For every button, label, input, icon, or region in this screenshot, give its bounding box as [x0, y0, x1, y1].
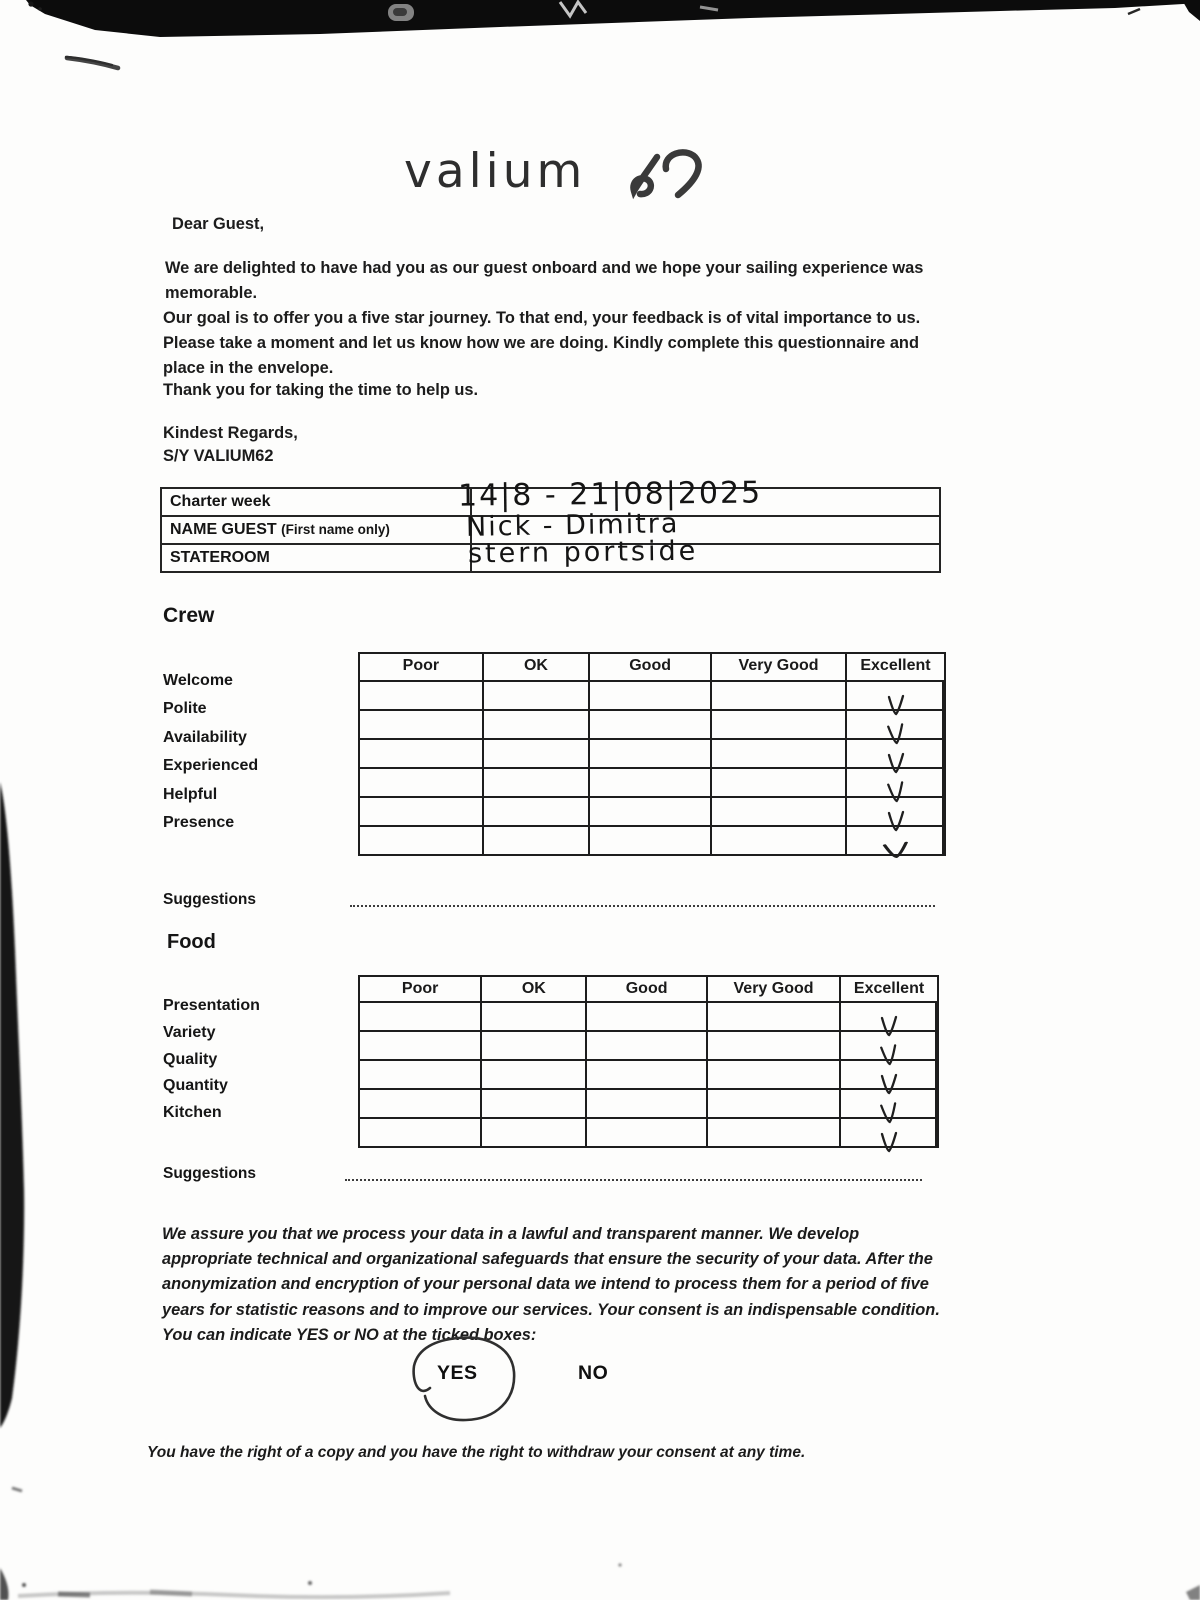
rating-cell [590, 682, 712, 709]
rating-cell [482, 1119, 587, 1146]
logo [404, 144, 587, 199]
rating-cell [360, 1119, 482, 1146]
rating-cell [847, 682, 944, 709]
rating-cell [847, 740, 944, 767]
food-suggestions-line [345, 1167, 922, 1181]
rating-cell [590, 711, 712, 738]
consent-yes-label: YES [437, 1362, 478, 1384]
letter-salutation: Dear Guest, [172, 215, 265, 233]
rating-row-experienced [360, 769, 944, 798]
rating-cell [360, 769, 484, 796]
crew-row-label: Polite [163, 700, 207, 718]
rating-cell [847, 798, 944, 825]
handwritten-charter-week: 14|8 - 21|08|2025 [457, 475, 763, 514]
letter-paragraph-1: We are delighted to have had you as our guest onboard and we hope your sailing experience was memorable. [165, 259, 924, 302]
rating-cell [482, 1003, 587, 1030]
rating-header-very-good: Very Good [712, 654, 847, 680]
consent-paragraph: We assure you that we process your data in a lawful and transparent manner. We develop appropriate technical and organizational safeguards that ensure the security of your data. After the anonymization and encryption of your personal data we intend to process them for a period of five years for statistic reasons and to improve our services. Your consent is an indispensable condition. You can indicate YES or NO at the ticked boxes: [162, 1225, 940, 1344]
food-rating-table [358, 975, 939, 1148]
rating-cell [841, 1032, 937, 1059]
rating-row-helpful [360, 798, 944, 827]
rating-cell [708, 1003, 841, 1030]
bottom-edge-smudges [0, 1488, 1200, 1600]
consent-no-label: NO [578, 1362, 609, 1384]
rating-header-excellent: Excellent [853, 980, 925, 997]
rating-cell [484, 740, 590, 767]
rating-cell [708, 1032, 841, 1059]
handwritten-stateroom: stern portside [467, 535, 699, 570]
food-suggestions-label: Suggestions [163, 1165, 257, 1182]
crew-suggestions-line [350, 893, 935, 907]
rating-cell [847, 769, 944, 796]
rating-cell [360, 740, 484, 767]
letter-signature: S/Y VALIUM62 [163, 447, 274, 465]
rating-cell [841, 1119, 937, 1146]
rating-row-presentation [360, 1003, 937, 1032]
letter-paragraph-2: Our goal is to offer you a five star journey. To that end, your feedback is of vital importance to us. Please take a moment and let us know how we are doing. Kindly complete this questionnaire and place in the envelope. [163, 309, 921, 377]
rating-cell [360, 1090, 482, 1117]
letter-paragraph-3: Thank you for taking the time to help us. [163, 381, 479, 399]
food-row-label: Variety [163, 1023, 216, 1041]
rating-cell [360, 827, 484, 854]
rating-header-excellent: Excellent [860, 657, 931, 674]
rating-cell [482, 1061, 587, 1088]
rating-row-kitchen [360, 1119, 937, 1146]
left-edge-shadow [0, 782, 24, 1428]
rating-cell [484, 711, 590, 738]
rating-cell [587, 1119, 708, 1146]
rating-row-quality [360, 1061, 937, 1090]
rating-header-poor: Poor [360, 654, 484, 680]
rating-cell [712, 827, 847, 854]
food-row-label: Quality [163, 1050, 218, 1068]
rating-cell [712, 769, 847, 796]
rating-cell [712, 798, 847, 825]
rating-cell [847, 827, 944, 854]
rating-cell [712, 711, 847, 738]
rating-cell [482, 1090, 587, 1117]
letter-closing: Kindest Regards, [163, 424, 298, 442]
rating-header-good: Good [587, 977, 708, 1001]
rating-cell [360, 682, 484, 709]
food-row-label: Kitchen [163, 1104, 222, 1122]
rating-row-variety [360, 1032, 937, 1061]
rating-cell [484, 769, 590, 796]
rating-header-row [360, 977, 937, 1003]
rating-row-quantity [360, 1090, 937, 1119]
rating-row-availability [360, 740, 944, 769]
crew-row-label: Welcome [163, 672, 233, 689]
rating-cell [712, 682, 847, 709]
pen-mark [66, 57, 118, 68]
rating-header-ok: OK [482, 977, 587, 1001]
rating-cell [847, 711, 944, 738]
food-section-title: Food [167, 931, 216, 953]
rating-row-welcome [360, 682, 944, 711]
rating-cell [484, 682, 590, 709]
rating-cell [841, 1090, 937, 1117]
rating-cell [587, 1003, 708, 1030]
rating-header-good: Good [590, 654, 712, 680]
rating-cell [590, 827, 712, 854]
rating-header-ok: OK [484, 654, 590, 680]
rating-cell [587, 1061, 708, 1088]
rating-cell [484, 827, 590, 854]
rating-cell [360, 711, 484, 738]
rating-row-presence [360, 827, 944, 854]
consent-footer-note: You have the right of a copy and you have the right to withdraw your consent at any time. [147, 1444, 806, 1461]
rating-cell [360, 1032, 482, 1059]
rating-cell [708, 1119, 841, 1146]
logo-62-glyphs [633, 152, 698, 195]
food-row-label: Quantity [163, 1077, 228, 1095]
rating-cell [590, 740, 712, 767]
info-label: NAME GUEST [170, 521, 277, 538]
crew-rating-table [358, 652, 946, 856]
rating-cell [708, 1061, 841, 1088]
handwritten-guest-name: Nick - Dimitra [465, 508, 680, 543]
crew-row-label: Helpful [163, 785, 218, 803]
crew-suggestions-label: Suggestions [163, 891, 257, 908]
rating-header-poor: Poor [360, 977, 482, 1001]
rating-cell [587, 1090, 708, 1117]
food-row-label: Presentation [163, 997, 260, 1014]
rating-cell [587, 1032, 708, 1059]
rating-cell [360, 1061, 482, 1088]
crew-row-labels [163, 672, 258, 842]
info-label-suffix: (First name only) [281, 522, 390, 537]
rating-cell [590, 798, 712, 825]
info-label: Charter week [170, 493, 271, 510]
rating-cell [708, 1090, 841, 1117]
rating-cell [841, 1061, 937, 1088]
logo-brand-text: valium [404, 144, 587, 199]
rating-cell [590, 769, 712, 796]
crew-row-label: Presence [163, 813, 235, 831]
crew-row-label: Availability [163, 728, 247, 746]
rating-cell [712, 740, 847, 767]
rating-row-polite [360, 711, 944, 740]
rating-cell [484, 798, 590, 825]
rating-cell [360, 798, 484, 825]
info-label: STATEROOM [170, 549, 270, 566]
rating-cell [482, 1032, 587, 1059]
scanner-top-bar [26, 0, 1200, 37]
rating-cell [360, 1003, 482, 1030]
crew-section-title: Crew [163, 604, 215, 627]
rating-header-row [360, 654, 944, 682]
crew-row-label: Experienced [163, 757, 259, 775]
rating-header-very-good: Very Good [708, 977, 841, 1001]
food-row-labels [163, 997, 260, 1131]
rating-cell [841, 1003, 937, 1030]
